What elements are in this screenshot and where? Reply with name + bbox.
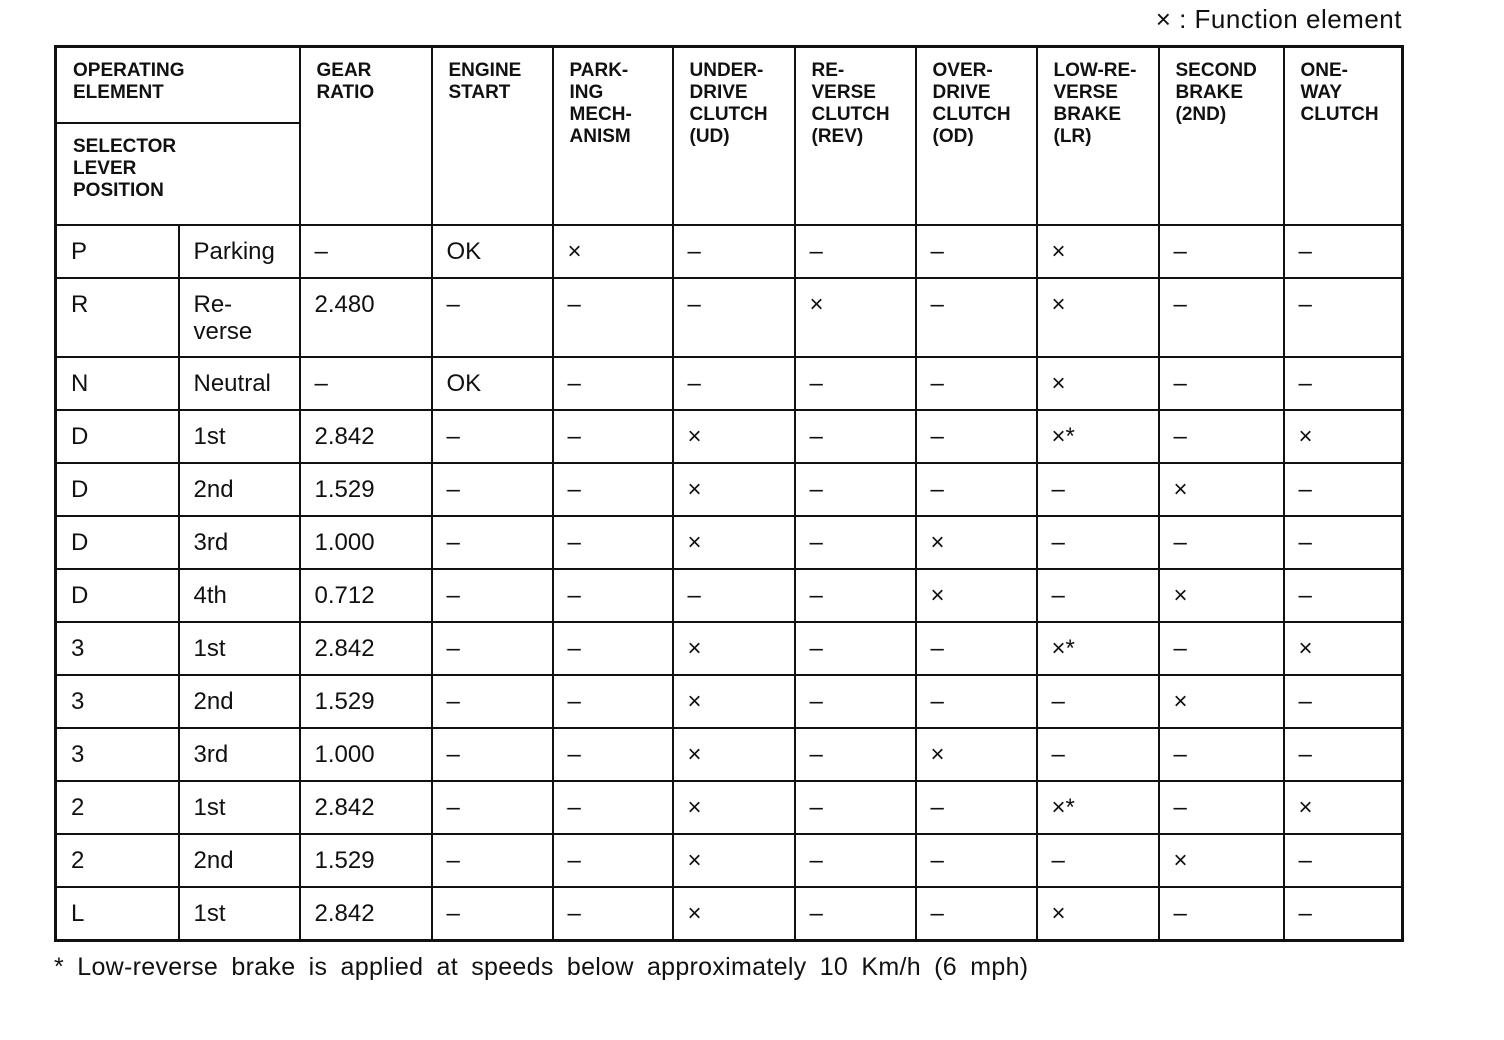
selector-position-cell: 2 [56,781,179,834]
underdrive-clutch-cell: × [673,781,795,834]
low-reverse-brake-cell: ×* [1037,622,1159,675]
engine-start-cell: – [432,569,553,622]
header-reverse-clutch: RE- VERSE CLUTCH (REV) [795,47,916,226]
gear-ratio-cell: 2.842 [300,410,432,463]
low-reverse-brake-cell: × [1037,225,1159,278]
reverse-clutch-cell: – [795,516,916,569]
engine-start-cell: – [432,516,553,569]
table-row [56,463,1403,516]
one-way-clutch-cell: – [1284,834,1403,887]
range-cell: 1st [179,887,300,940]
overdrive-clutch-cell: – [916,622,1037,675]
parking-mechanism-cell: – [553,834,673,887]
function-element-legend: × : Function element [1155,4,1402,34]
second-brake-cell: – [1159,516,1284,569]
low-reverse-brake-cell: × [1037,357,1159,410]
one-way-clutch-cell: – [1284,569,1403,622]
range-cell: 4th [179,569,300,622]
selector-position-cell: 3 [56,622,179,675]
range-cell: 3rd [179,728,300,781]
engine-start-cell: – [432,887,553,940]
gear-ratio-cell: 2.842 [300,887,432,940]
gear-ratio-cell: – [300,225,432,278]
table-row [56,781,1403,834]
range-cell: 1st [179,410,300,463]
low-reverse-brake-cell: ×* [1037,410,1159,463]
gear-ratio-cell: 1.000 [300,516,432,569]
underdrive-clutch-cell: – [673,278,795,357]
header-row-operating [56,47,1403,124]
parking-mechanism-cell: – [553,675,673,728]
selector-position-cell: L [56,887,179,940]
reverse-clutch-cell: – [795,569,916,622]
one-way-clutch-cell: – [1284,357,1403,410]
one-way-clutch-cell: – [1284,728,1403,781]
table-row [56,410,1403,463]
gear-ratio-cell: – [300,357,432,410]
parking-mechanism-cell: – [553,516,673,569]
gear-ratio-cell: 2.480 [300,278,432,357]
header-engine-start: ENGINE START [432,47,553,226]
table-row [56,728,1403,781]
underdrive-clutch-cell: × [673,463,795,516]
table-row [56,225,1403,278]
underdrive-clutch-cell: – [673,225,795,278]
parking-mechanism-cell: – [553,728,673,781]
low-reverse-brake-cell: – [1037,463,1159,516]
range-cell: 1st [179,622,300,675]
header-second-brake: SECOND BRAKE (2ND) [1159,47,1284,226]
second-brake-cell: × [1159,463,1284,516]
reverse-clutch-cell: – [795,675,916,728]
parking-mechanism-cell: × [553,225,673,278]
low-reverse-brake-cell: ×* [1037,781,1159,834]
one-way-clutch-cell: – [1284,675,1403,728]
overdrive-clutch-cell: – [916,781,1037,834]
one-way-clutch-cell: × [1284,781,1403,834]
engine-start-cell: – [432,834,553,887]
table-body [56,47,1403,941]
overdrive-clutch-cell: – [916,357,1037,410]
underdrive-clutch-cell: × [673,622,795,675]
table-row [56,675,1403,728]
underdrive-clutch-cell: × [673,834,795,887]
underdrive-clutch-cell: × [673,675,795,728]
parking-mechanism-cell: – [553,410,673,463]
second-brake-cell: – [1159,622,1284,675]
selector-position-cell: D [56,410,179,463]
engine-start-cell: – [432,463,553,516]
underdrive-clutch-cell: – [673,569,795,622]
low-reverse-brake-cell: – [1037,516,1159,569]
low-reverse-brake-cell: – [1037,569,1159,622]
selector-position-cell: 3 [56,675,179,728]
one-way-clutch-cell: × [1284,410,1403,463]
gear-ratio-cell: 1.000 [300,728,432,781]
second-brake-cell: – [1159,781,1284,834]
header-operating-element: OPERATING ELEMENT [56,47,300,124]
table-row [56,834,1403,887]
gear-ratio-cell: 2.842 [300,622,432,675]
engine-start-cell: OK [432,357,553,410]
one-way-clutch-cell: – [1284,278,1403,357]
second-brake-cell: × [1159,834,1284,887]
underdrive-clutch-cell: × [673,887,795,940]
second-brake-cell: × [1159,569,1284,622]
selector-position-cell: R [56,278,179,357]
engine-start-cell: – [432,675,553,728]
range-cell: 2nd [179,675,300,728]
reverse-clutch-cell: – [795,622,916,675]
range-cell: Neutral [179,357,300,410]
overdrive-clutch-cell: – [916,463,1037,516]
reverse-clutch-cell: – [795,728,916,781]
one-way-clutch-cell: × [1284,622,1403,675]
table-row [56,887,1403,940]
overdrive-clutch-cell: – [916,410,1037,463]
low-reverse-brake-cell: – [1037,834,1159,887]
reverse-clutch-cell: – [795,463,916,516]
engine-start-cell: – [432,278,553,357]
range-cell: Re- verse [179,278,300,357]
footnote: * Low-reverse brake is applied at speeds below approximately 10 Km/h (6 mph) [54,953,1029,981]
parking-mechanism-cell: – [553,781,673,834]
selector-position-cell: D [56,516,179,569]
low-reverse-brake-cell: × [1037,278,1159,357]
parking-mechanism-cell: – [553,357,673,410]
one-way-clutch-cell: – [1284,225,1403,278]
selector-position-cell: N [56,357,179,410]
overdrive-clutch-cell: × [916,728,1037,781]
range-cell: Parking [179,225,300,278]
gear-ratio-cell: 1.529 [300,834,432,887]
parking-mechanism-cell: – [553,463,673,516]
overdrive-clutch-cell: – [916,834,1037,887]
second-brake-cell: – [1159,410,1284,463]
gear-ratio-cell: 0.712 [300,569,432,622]
one-way-clutch-cell: – [1284,887,1403,940]
underdrive-clutch-cell: × [673,728,795,781]
one-way-clutch-cell: – [1284,516,1403,569]
range-cell: 3rd [179,516,300,569]
second-brake-cell: – [1159,728,1284,781]
overdrive-clutch-cell: – [916,225,1037,278]
reverse-clutch-cell: – [795,225,916,278]
parking-mechanism-cell: – [553,278,673,357]
reverse-clutch-cell: – [795,887,916,940]
header-one-way-clutch: ONE- WAY CLUTCH [1284,47,1403,226]
table-row [56,357,1403,410]
overdrive-clutch-cell: – [916,278,1037,357]
table-row [56,622,1403,675]
gear-ratio-cell: 1.529 [300,463,432,516]
operating-element-table [54,45,1404,942]
second-brake-cell: – [1159,278,1284,357]
header-gear-ratio: GEAR RATIO [300,47,432,226]
range-cell: 2nd [179,463,300,516]
second-brake-cell: – [1159,887,1284,940]
engine-start-cell: – [432,781,553,834]
reverse-clutch-cell: – [795,781,916,834]
selector-position-cell: P [56,225,179,278]
header-overdrive-clutch: OVER- DRIVE CLUTCH (OD) [916,47,1037,226]
overdrive-clutch-cell: × [916,516,1037,569]
gear-ratio-cell: 2.842 [300,781,432,834]
range-cell: 1st [179,781,300,834]
table-row [56,516,1403,569]
low-reverse-brake-cell: – [1037,728,1159,781]
overdrive-clutch-cell: – [916,887,1037,940]
header-parking-mechanism: PARK- ING MECH- ANISM [553,47,673,226]
parking-mechanism-cell: – [553,622,673,675]
overdrive-clutch-cell: × [916,569,1037,622]
selector-position-cell: 2 [56,834,179,887]
second-brake-cell: × [1159,675,1284,728]
low-reverse-brake-cell: – [1037,675,1159,728]
header-underdrive-clutch: UNDER- DRIVE CLUTCH (UD) [673,47,795,226]
table-row [56,569,1403,622]
reverse-clutch-cell: – [795,834,916,887]
selector-position-cell: 3 [56,728,179,781]
header-low-reverse-brake: LOW-RE- VERSE BRAKE (LR) [1037,47,1159,226]
reverse-clutch-cell: × [795,278,916,357]
underdrive-clutch-cell: × [673,516,795,569]
table-row [56,278,1403,357]
parking-mechanism-cell: – [553,569,673,622]
range-cell: 2nd [179,834,300,887]
selector-position-cell: D [56,463,179,516]
low-reverse-brake-cell: × [1037,887,1159,940]
reverse-clutch-cell: – [795,357,916,410]
engine-start-cell: OK [432,225,553,278]
parking-mechanism-cell: – [553,887,673,940]
overdrive-clutch-cell: – [916,675,1037,728]
underdrive-clutch-cell: – [673,357,795,410]
one-way-clutch-cell: – [1284,463,1403,516]
second-brake-cell: – [1159,225,1284,278]
engine-start-cell: – [432,622,553,675]
engine-start-cell: – [432,728,553,781]
reverse-clutch-cell: – [795,410,916,463]
header-selector-lever-position: SELECTOR LEVER POSITION [56,123,300,225]
second-brake-cell: – [1159,357,1284,410]
selector-position-cell: D [56,569,179,622]
engine-start-cell: – [432,410,553,463]
gear-ratio-cell: 1.529 [300,675,432,728]
underdrive-clutch-cell: × [673,410,795,463]
